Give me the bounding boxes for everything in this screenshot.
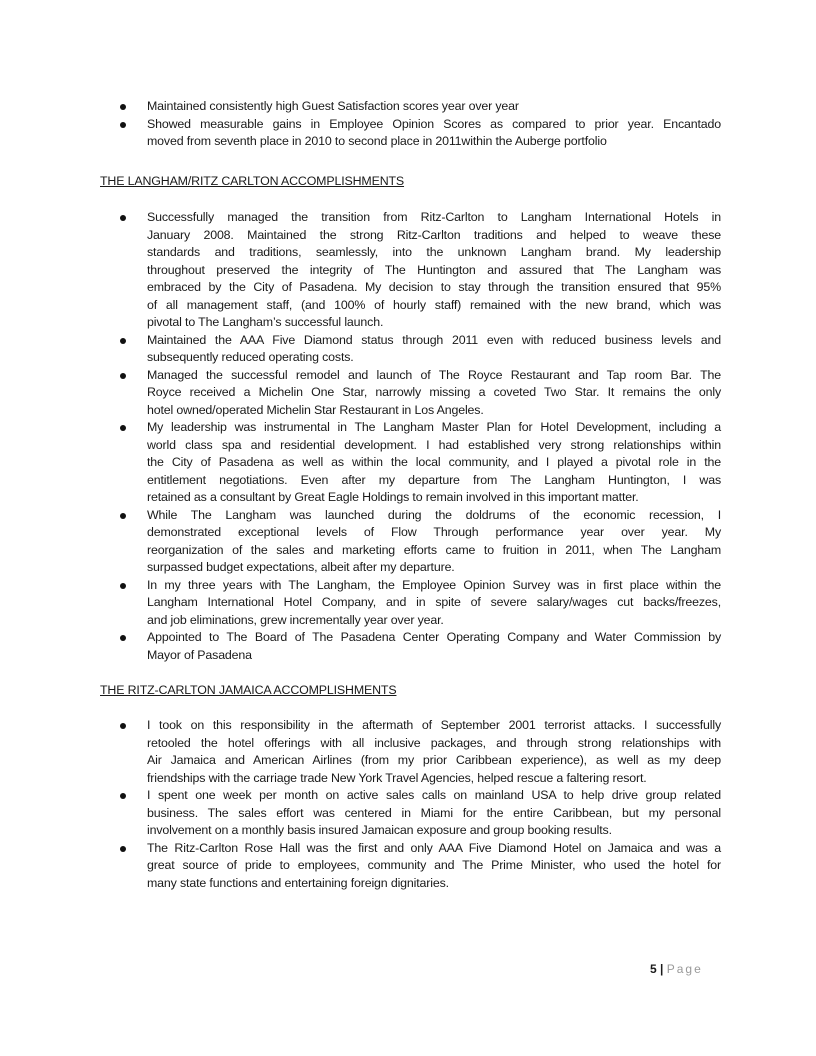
list-item: [100, 419, 721, 507]
text-line: Air Jamaica and American Airlines (from my prior Caribbean experience), as well as my deep: [147, 753, 721, 767]
text-line: retained as a consultant by Great Eagle Holdings to remain involved in this important matter.: [147, 490, 639, 504]
text-line: subsequently reduced operating costs.: [147, 350, 354, 364]
bullet-icon: [120, 373, 126, 379]
text-line: Maintained the AAA Five Diamond status through 2011 even with reduced business levels and: [147, 332, 721, 347]
section-heading: THE RITZ-CARLTON JAMAICA ACCOMPLISHMENTS: [100, 683, 397, 697]
text-line: demonstrated exceptional levels of Flow Through performance year over year. My: [147, 525, 721, 539]
text-line: great source of pride to employees, community and The Prime Minister, who used the hotel for: [147, 858, 721, 872]
text-line: reorganization of the sales and marketing efforts came to fruition in 2011, when The Langham: [147, 542, 721, 557]
bullet-icon: [120, 583, 126, 589]
text-line: Maintained consistently high Guest Satisfaction scores year over year: [147, 99, 519, 113]
text-line: standards and traditions, seamlessly, into the unknown Langham brand. My leadership: [147, 245, 721, 259]
text-line: While The Langham was launched during the doldrums of the economic recession, I: [147, 507, 721, 522]
text-line: I spent one week per month on active sales calls on mainland USA to help drive group related: [147, 788, 721, 802]
text-line: I took on this responsibility in the aftermath of September 2001 terrorist attacks. I successfully: [147, 718, 721, 732]
text-line: retooled the hotel offerings with all inclusive packages, and through strong relationships with: [147, 735, 721, 750]
text-line: Langham International Hotel Company, and in spite of severe salary/wages cut backs/freezes,: [147, 595, 721, 609]
list-item: [100, 332, 721, 367]
list-item: [100, 209, 721, 332]
bullet-icon: [120, 122, 126, 128]
text-line: many state functions and entertaining foreign dignitaries.: [147, 875, 449, 890]
text-line: of all management staff, (and 100% of hourly staff) remained with the new brand, which was: [147, 297, 721, 312]
list-item: [100, 367, 721, 420]
bullet-icon: [120, 104, 126, 110]
list-item: [100, 98, 721, 116]
page-label: Page: [666, 962, 703, 976]
text-line: and job eliminations, grew incrementally year over year.: [147, 612, 444, 627]
text-line: Mayor of Pasadena: [147, 647, 252, 662]
bullet-icon: [120, 793, 126, 799]
bullet-icon: [120, 215, 126, 221]
text-line: In my three years with The Langham, the Employee Opinion Survey was in first place within the: [147, 577, 721, 592]
bullet-icon: [120, 723, 126, 729]
list-item: [100, 629, 721, 664]
text-line: friendships with the carriage trade New York Travel Agencies, helped rescue a faltering resort.: [147, 770, 647, 785]
text-line: throughout preserved the integrity of The Huntington and assured that The Langham was: [147, 262, 721, 277]
list-item: [100, 577, 721, 630]
bullet-icon: [120, 338, 126, 344]
text-line: business. The sales effort was centered in Miami for the entire Caribbean, but my personal: [147, 805, 721, 820]
list-item: [100, 787, 721, 840]
bullet-icon: [120, 513, 126, 519]
list-item: [100, 840, 721, 893]
page-separator: |: [660, 962, 664, 976]
text-line: entitlement negotiations. Even after my departure from The Langham Huntington, I was: [147, 472, 721, 487]
list-item: [100, 507, 721, 577]
text-line: Successfully managed the transition from Ritz-Carlton to Langham International Hotels in: [147, 210, 721, 224]
text-line: The Ritz-Carlton Rose Hall was the first and only AAA Five Diamond Hotel on Jamaica and was a: [147, 840, 721, 855]
bullet-list: [100, 209, 721, 664]
page-number: 5: [650, 962, 657, 976]
list-item: [100, 717, 721, 787]
text-line: Royce received a Michelin One Star, narrowly missing a coveted Two Star. It remains the only: [147, 385, 721, 399]
bullet-icon: [120, 425, 126, 431]
list-item: [100, 116, 721, 151]
text-line: the City of Pasadena as well as within the local community, and I played a pivotal role in the: [147, 455, 721, 469]
text-line: My leadership was instrumental in The Langham Master Plan for Hotel Development, including a: [147, 420, 721, 434]
text-line: world class spa and residential development. I had established very strong relationships within: [147, 437, 721, 452]
text-line: involvement on a monthly basis insured Jamaican exposure and group booking results.: [147, 823, 612, 837]
text-line: embraced by the City of Pasadena. My decision to stay through the transition ensured that 95%: [147, 280, 721, 294]
text-line: January 2008. Maintained the strong Ritz-Carlton traditions and helped to weave these: [147, 227, 721, 242]
bullet-list: [100, 98, 721, 151]
text-line: pivotal to The Langham’s successful launch.: [147, 315, 384, 329]
section-heading: THE LANGHAM/RITZ CARLTON ACCOMPLISHMENTS: [100, 174, 405, 188]
text-line: Showed measurable gains in Employee Opinion Scores as compared to prior year. Encantado: [147, 116, 721, 131]
page-footer: [650, 962, 703, 976]
text-line: surpassed budget expectations, albeit after my departure.: [147, 560, 455, 574]
text-line: Appointed to The Board of The Pasadena Center Operating Company and Water Commission by: [147, 630, 721, 644]
text-line: hotel owned/operated Michelin Star Restaurant in Los Angeles.: [147, 402, 484, 417]
bullet-icon: [120, 635, 126, 641]
bullet-icon: [120, 846, 126, 852]
text-line: moved from seventh place in 2010 to second place in 2011within the Auberge portfolio: [147, 134, 607, 148]
bullet-list: [100, 717, 721, 892]
text-line: Managed the successful remodel and launch of The Royce Restaurant and Tap room Bar. The: [147, 367, 721, 382]
